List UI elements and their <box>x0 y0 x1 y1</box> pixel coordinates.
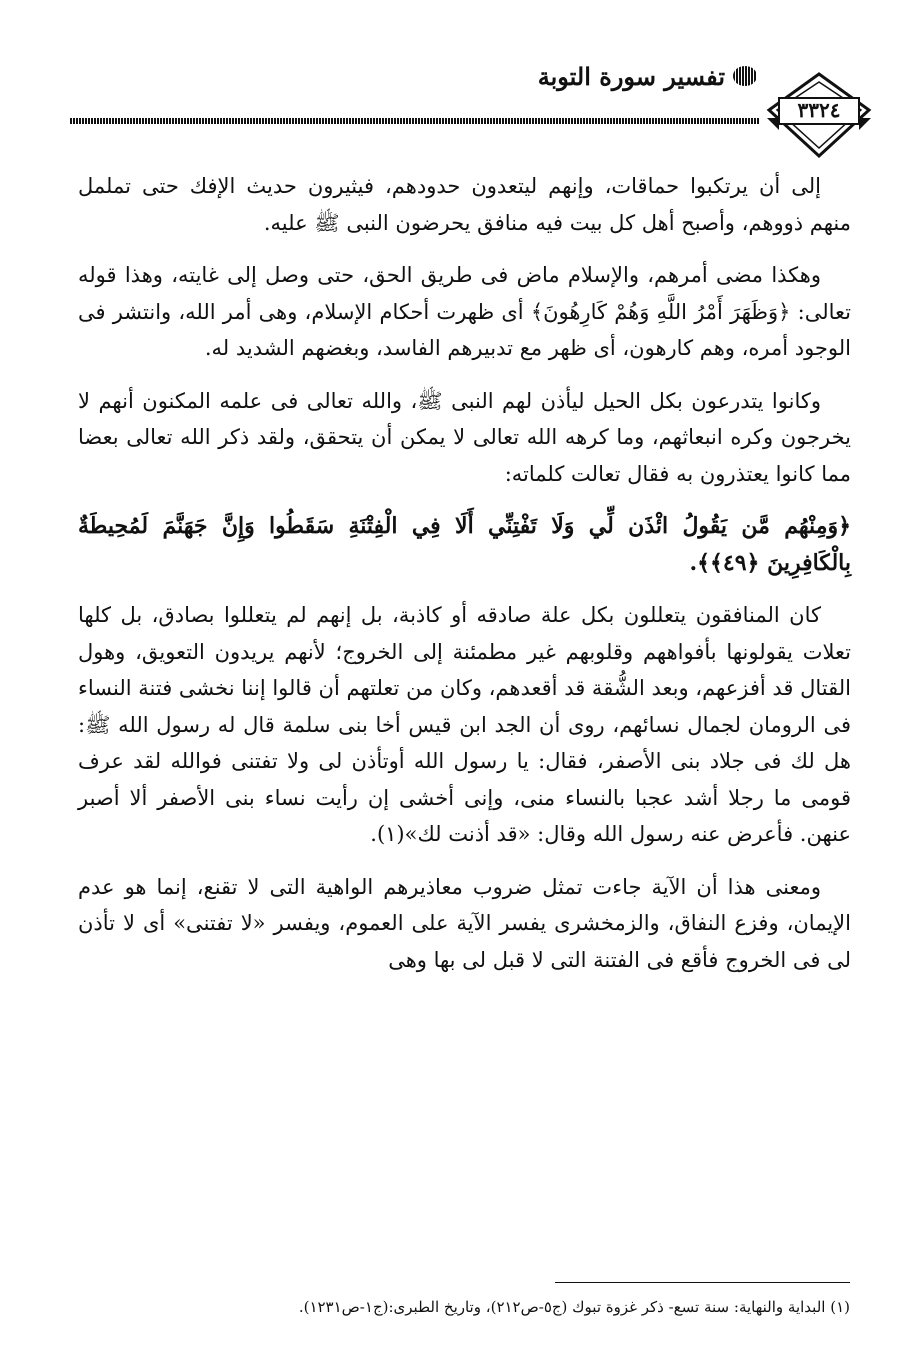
paragraph: إلى أن يرتكبوا حماقات، وإنهم ليتعدون حدودهم، فيثيرون حديث الإفك حتى تململ منهم ذووهم، وأصبح أهل كل بيت فيه منافق يحرضون النبى ﷺ عليه. <box>78 174 851 235</box>
page-header <box>70 60 865 100</box>
page-number: ٣٣٢٤ <box>797 98 841 122</box>
paragraph: وهكذا مضى أمرهم، والإسلام ماض فى طريق الحق، حتى وصل إلى غايته، وهذا قوله تعالى: ﴿وَظَهَرَ أَمْرُ اللَّهِ وَهُمْ كَارِهُونَ﴾ أى ظهرت أحكام الإسلام، وهى أمر الله، وانتشر فى الوجود أمره، وهم كارهون، أى ظهر مع تدبيرهم الفاسد، وبغضهم الشديد له. <box>78 263 851 360</box>
running-title: تفسير سورة التوبة <box>537 62 725 91</box>
page-number-badge <box>765 72 873 158</box>
paragraph: ومعنى هذا أن الآية جاءت تمثل ضروب معاذيرهم الواهية التى لا تقنع، إنما هو عدم الإيمان، وفزع النفاق، والزمخشرى يفسر الآية على العموم، ويفسر «لا تفتنى» أى لا تأذن لى فى الخروج فأقع فى الفتنة التى لا قبل لى بها وهى <box>78 874 851 972</box>
paragraph: وكانوا يتدرعون بكل الحيل ليأذن لهم النبى ﷺ، والله تعالى فى علمه المكنون أنهم لا يخرجون وكره انبعاثهم، وما كرهه الله تعالى لا يمكن أن يتحقق، ولقد ذكر الله تعالى بعضا مما كانوا يعتذرون به فقال تعالت كلماته: <box>78 388 851 486</box>
paragraph: كان المنافقون يتعللون بكل علة صادقه أو كاذبة، بل إنهم لم يتعللوا بصادق، بل كلها تعلات يقولونها بأفواههم وقلوبهم غير مطمئنة إلى الخروج؛ لأنهم يريدون التعويق، وهول القتال قد أفزعهم، وبعد الشُّقة قد أقعدهم، وكان من تعلتهم أن قالوا إننا نخشى فتنة النساء فى الرومان لجمال نسائهم، روى أن الجد ابن قيس أخا بنى سلمة قال له رسول الله ﷺ: هل لك فى جلاد بنى الأصفر، فقال: يا رسول الله أوتأذن لى ولا تفتنى فوالله لقد عرف قومى ما رجلا أشد عجبا بالنساء منى، وإنى أخشى إن رأيت نساء بنى الأصفر ألا أصبر عنهن. فأعرض عنه رسول الله وقال: «قد أذنت لك»(١). <box>78 603 851 846</box>
header-rule <box>70 118 760 124</box>
footnote: (١) البداية والنهاية: سنة تسع- ذكر غزوة تبوك (ج٥-ص٢١٢)، وتاريخ الطبرى:(ج١-ص١٢٣١). <box>298 1298 850 1316</box>
body-text <box>78 168 851 994</box>
title-ornament-icon <box>733 66 757 86</box>
quran-verse: ﴿وَمِنْهُم مَّن يَقُولُ ائْذَن لِّي وَلَا تَفْتِنِّي أَلَا فِي الْفِتْنَةِ سَقَطُوا وَإِنَّ جَهَنَّمَ لَمُحِيطَةٌ بِالْكَافِرِينَ ﴿٤٩﴾﴾. <box>78 513 851 576</box>
footnote-divider <box>555 1282 850 1283</box>
